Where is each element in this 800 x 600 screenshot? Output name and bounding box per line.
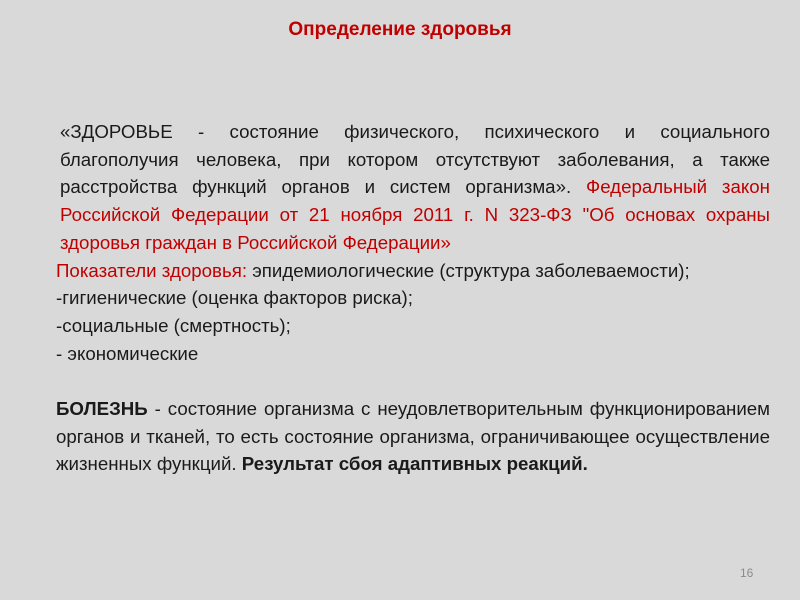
- health-indicator-item: -гигиенические (оценка факторов риска);: [56, 287, 413, 309]
- disease-term: БОЛЕЗНЬ: [56, 398, 148, 420]
- spacer: [28, 367, 770, 395]
- page-number: 16: [740, 566, 754, 580]
- law-reference: Федеральный закон Российской Федерации от 21 ноября 2011 г. N 323-ФЗ "Об основах охраны здоровья граждан в Российской Федерации»: [60, 176, 770, 253]
- slide-body: [28, 118, 770, 478]
- health-definition-paragraph: [28, 118, 770, 257]
- health-definition-quote: «ЗДОРОВЬЕ - состояние физического, психического и социального благополучия человека, при котором отсутствуют заболевания, а также расстройства функций органов и систем организма».: [60, 121, 770, 198]
- slide-title: Определение здоровья: [288, 19, 512, 40]
- health-indicator-item: -социальные (смертность);: [56, 314, 291, 336]
- health-indicators-label: Показатели здоровья:: [56, 259, 248, 281]
- health-indicators-paragraph: [28, 257, 770, 285]
- health-indicator-item: - экономические: [56, 342, 199, 364]
- disease-definition-paragraph: [28, 395, 770, 478]
- health-indicator-epidemiological: эпидемиологические (структура заболеваемости);: [247, 259, 690, 281]
- disease-definition: - состояние организма с неудовлетворительным функционированием органов и тканей, то есть состояние организма, ограничивающее осуществление жизненных функций.: [56, 398, 770, 475]
- disease-result: Результат сбоя адаптивных реакций.: [236, 453, 588, 475]
